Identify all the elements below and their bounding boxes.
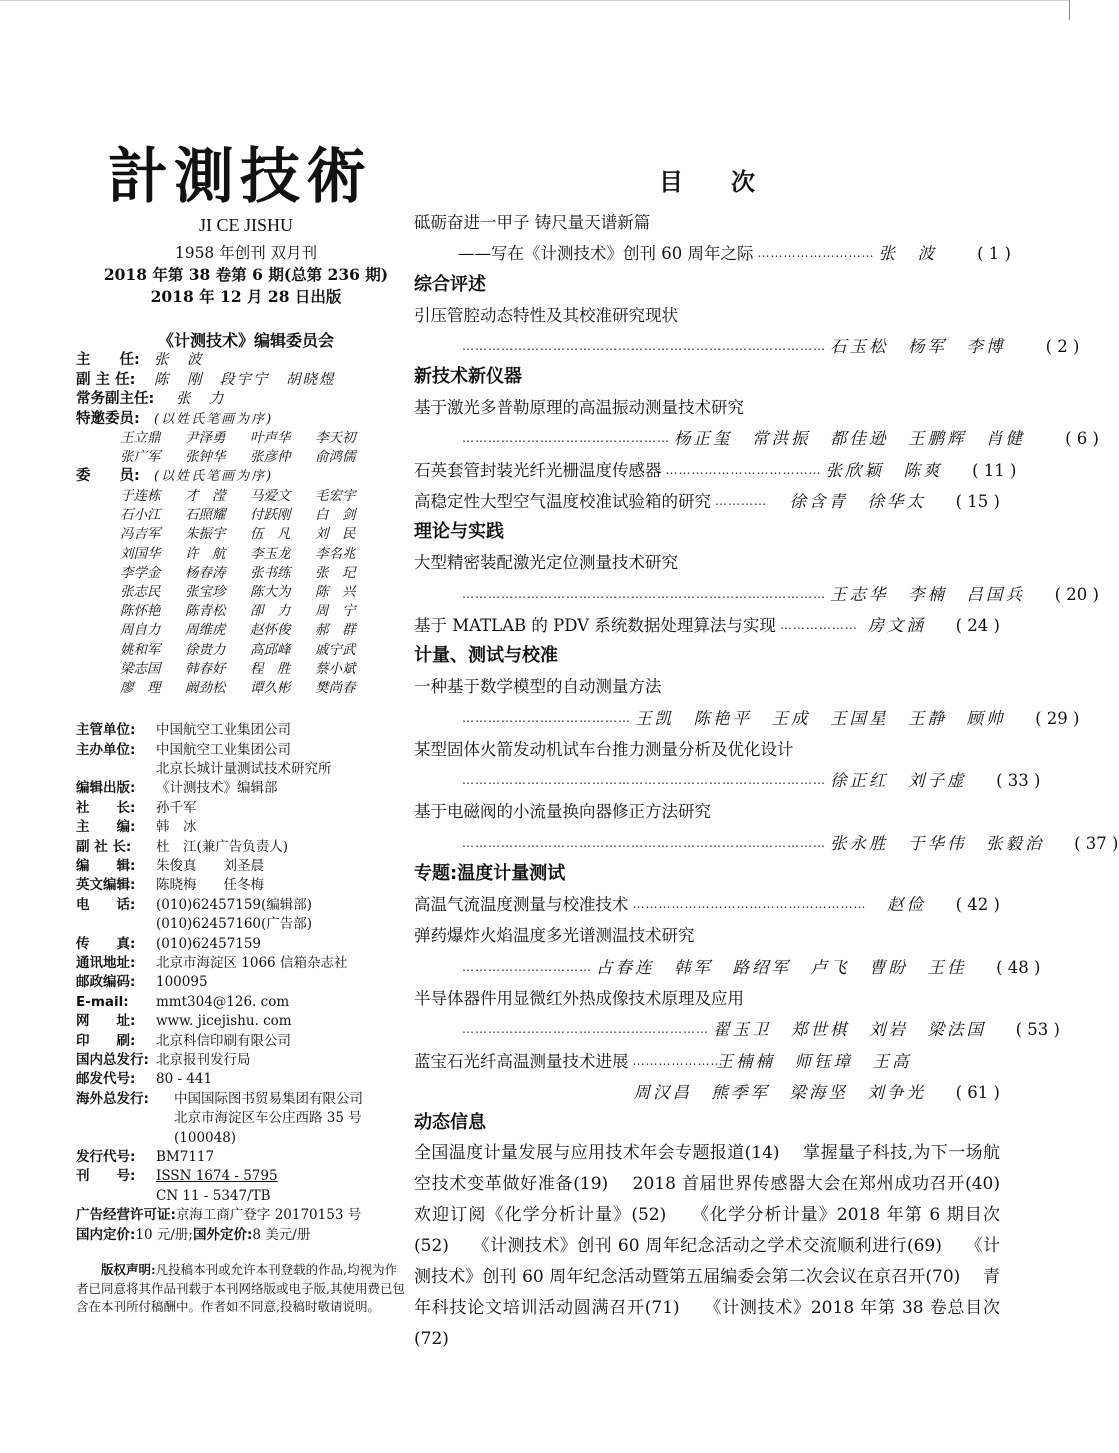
info-website[interactable]: 网 址: www. jicejishu. com bbox=[76, 1013, 292, 1030]
info-english-editors: 英文编辑: 陈晓梅 任冬梅 bbox=[76, 877, 264, 894]
copyright-notice: 版权声明:凡投稿本刊或允许本刊登载的作品,均视为作者已同意将其作品刊载于本刊网络版或电子版,其使用费已包含在本刊所付稿酬中。作者如不同意,投稿时敬请说明。 bbox=[76, 1262, 405, 1315]
info-overseas-dist: 海外总发行: 中国国际图书贸易集团有限公司 bbox=[76, 1090, 363, 1107]
info-sponsor: 主管单位: 中国航空工业集团公司 bbox=[76, 722, 291, 739]
toc-entry[interactable]: 高温气流温度测量与校准技术 ……………………………………………… 赵俭 ( 42 ) bbox=[414, 895, 1000, 915]
toc-entry[interactable]: 基于电磁阀的小流量换向器修正方法研究 bbox=[414, 802, 711, 822]
toc-title: 目次 bbox=[659, 168, 803, 196]
toc-entry-authors[interactable]: ………………………………………… 杨正玺 常洪振 都佳逊 王鹏辉 肖健 ( 6 ) bbox=[462, 429, 1099, 449]
board-exec: 常务副主任: 张 力 bbox=[76, 391, 226, 407]
journal-pinyin: JI CE JISHU bbox=[198, 215, 293, 235]
toc-section-heading: 理论与实践 bbox=[414, 521, 504, 543]
svg-text:計測技術: 計測技術 bbox=[108, 142, 372, 212]
info-overseas-3: (100048) bbox=[174, 1129, 237, 1146]
info-domestic-dist: 国内总发行: 北京报刊发行局 bbox=[76, 1052, 251, 1069]
toc-entry-authors[interactable]: ………………………………………………… 翟玉卫 郑世棋 刘岩 梁法国 ( 53 ) bbox=[462, 1020, 1060, 1040]
toc-entry[interactable]: 蓝宝石光纤高温测量技术进展 ………………… 王楠楠 师钰璋 王高 bbox=[414, 1051, 912, 1071]
toc-entry[interactable]: 高稳定性大型空气温度校准试验箱的研究 ………… 徐含青 徐华太 ( 15 ) bbox=[414, 492, 1000, 512]
info-cn: CN 11 - 5347/TB bbox=[156, 1187, 271, 1204]
info-editor-pub: 编辑出版: 《计测技术》编辑部 bbox=[76, 780, 278, 797]
toc-section-heading: 计量、测试与校准 bbox=[414, 645, 558, 667]
toc-entry[interactable]: 砥砺奋进一甲子 铸尺量天谱新篇 bbox=[414, 213, 651, 232]
info-telephone-2: (010)62457160(广告部) bbox=[156, 916, 313, 933]
toc-section-heading: 新技术新仪器 bbox=[414, 366, 522, 388]
toc-entry-authors[interactable]: ………………………………………………………………………… 徐正红 刘子虚 ( 33 ) bbox=[462, 771, 1041, 791]
info-president: 社 长: 孙千军 bbox=[76, 799, 197, 816]
info-dist-code: 发行代号: BM7117 bbox=[76, 1149, 215, 1166]
info-fax: 传 真: (010)62457159 bbox=[76, 935, 262, 952]
issue-line: 2018 年第 38 卷第 6 期(总第 236 期) bbox=[103, 265, 389, 284]
toc-entry-authors[interactable]: 周汉昌 熊季军 梁海坚 刘争光 ( 61 ) bbox=[633, 1082, 1000, 1102]
info-telephone: 电 话: (010)62457159(编辑部) bbox=[76, 896, 313, 913]
board-members: 委 员: (以姓氏笔画为序) bbox=[76, 468, 274, 485]
toc-entry[interactable]: 基于 MATLAB 的 PDV 系统数据处理算法与实现 ……………… 房文涵 ( 24 ) bbox=[414, 615, 1000, 635]
info-ad-license: 广告经营许可证:京海工商广登字 20170153 号 bbox=[76, 1207, 362, 1224]
board-invited: 特邀委员: (以姓氏笔画为序) bbox=[76, 410, 274, 427]
info-overseas-2: 北京市海淀区车公庄西路 35 号 bbox=[174, 1110, 362, 1127]
info-price: 国内定价:10 元/册;国外定价:8 美元/册 bbox=[76, 1226, 311, 1243]
corner-mark bbox=[1069, 0, 1070, 20]
info-issn: 刊 号: ISSN 1674 - 5795 bbox=[76, 1168, 278, 1185]
info-host: 主办单位: 中国航空工业集团公司 bbox=[76, 741, 291, 758]
board-title: 《计测技术》编辑委员会 bbox=[157, 331, 334, 350]
toc-entry[interactable]: 引压管腔动态特性及其校准研究现状 bbox=[414, 305, 678, 325]
toc-entry[interactable]: 一种基于数学模型的自动测量方法 bbox=[414, 677, 662, 697]
toc-entry-authors[interactable]: ………………………… 占春连 韩军 路绍军 卢飞 曹盼 王佳 ( 48 ) bbox=[462, 957, 1041, 977]
toc-column bbox=[414, 162, 1119, 1355]
info-email[interactable]: E-mail: mmt304@126. com bbox=[76, 993, 290, 1010]
info-zip: 邮政编码: 100095 bbox=[76, 974, 208, 991]
toc-entry-sub[interactable]: ——写在《计测技术》创刊 60 周年之际 ……………………… 张 波 ( 1 ) bbox=[458, 244, 1011, 264]
board-director: 主 任: 张 波 bbox=[76, 352, 204, 368]
info-chief-editor: 主 编: 韩 冰 bbox=[76, 819, 197, 836]
founded-line: 1958 年创刊 双月刊 bbox=[174, 244, 318, 262]
toc-section-heading: 专题:温度计量测试 bbox=[414, 863, 566, 885]
info-printer: 印 刷: 北京科信印刷有限公司 bbox=[76, 1032, 291, 1049]
info-address: 通讯地址: 北京市海淀区 1066 信箱杂志社 bbox=[76, 955, 348, 972]
publication-info bbox=[76, 721, 416, 1245]
info-vice-president: 副 社 长: 杜 江(兼广告负责人) bbox=[76, 838, 289, 855]
pub-date-line: 2018 年 12 月 28 日出版 bbox=[150, 287, 342, 306]
toc-entry-authors[interactable]: ………………………………… 王凯 陈艳平 王成 王国星 王静 顾帅 ( 29 ) bbox=[462, 708, 1080, 728]
toc-entry[interactable]: 某型固体火箭发动机试车台推力测量分析及优化设计 bbox=[414, 739, 794, 759]
toc-entry[interactable]: 弹药爆炸火焰温度多光谱测温技术研究 bbox=[414, 926, 695, 946]
toc-section-heading: 动态信息 bbox=[414, 1112, 486, 1134]
toc-entry[interactable]: 大型精密装配激光定位测量技术研究 bbox=[414, 553, 678, 573]
top-rule bbox=[0, 0, 1070, 1]
toc-entry-authors[interactable]: ………………………………………………………………………… 王志华 李楠 吕国兵 ( 20 ) bbox=[462, 584, 1099, 604]
toc-section-heading: 综合评述 bbox=[414, 273, 486, 295]
news-list: 全国温度计量发展与应用技术年会专题报道(14) 掌握量子科技,为下一场航空技术变革做好准备(19) 2018 首届世界传感器大会在郑州成功召开(40) 欢迎订阅《化学分析计量》(52) 《化学分析计量》2018 年第 6 期目次(52) 《计测技术》创刊 60 周年纪念活动之学术交流顺利进行(69) 《计测技术》创刊 60 周年纪念活动暨第五届编委会第二次会议在京召开(70) 青年科技论文培训活动圆满召开(71) 《计测技术》2018 年第 38 卷总目次(72) bbox=[414, 1143, 1023, 1350]
toc-entry[interactable]: 石英套管封装光纤光栅温度传感器 ……………………………… 张欣颖 陈爽 ( 11 ) bbox=[414, 460, 1017, 480]
toc-entry-authors[interactable]: ………………………………………………………………………… 石玉松 杨军 李博 ( 2 ) bbox=[462, 336, 1080, 356]
toc-entry[interactable]: 基于激光多普勒原理的高温振动测量技术研究 bbox=[414, 398, 744, 418]
board-vice: 副 主 任: 陈 刚 段宇宁 胡晓煜 bbox=[76, 371, 336, 388]
masthead-column bbox=[76, 142, 416, 1317]
info-post-code: 邮发代号: 80 - 441 bbox=[76, 1071, 213, 1088]
info-host-2: 北京长城计量测试技术研究所 bbox=[156, 760, 332, 777]
invited-names: 王立鼎 尹泽勇 叶声华 李天初 张广军 张钟华 张彦仲 俞鸿儒 bbox=[120, 430, 356, 466]
toc-entry-authors[interactable]: ………………………………………………………………………… 张永胜 于华伟 张毅治 ( 37 ) bbox=[462, 833, 1119, 853]
member-names: 于连栋 才 滢 马爱文 毛宏宇 石小江 石照耀 付跃刚 白 剑 冯吉军 朱振宇 伍 凡 刘 民 刘国华 许 航 李玉龙 李名兆 李学金 杨春涛 张书练 张 玘 张志民 张宝珍 陈大为 陈 兴 陈怀艳 陈青松 卲 力 周 宁 周自力 周维虎 赵怀俊 郝 群 姚和军 徐贵力 高邱峰 戚宁武 梁志国 韩春好 程 胜 蔡小斌 廖 理 阚劲松 谭久彬 樊尚春 bbox=[120, 487, 356, 696]
journal-logo bbox=[76, 142, 416, 212]
info-editors: 编 辑: 朱俊真 刘圣晨 bbox=[76, 857, 264, 874]
toc-entry[interactable]: 半导体器件用显微红外热成像技术原理及应用 bbox=[414, 988, 744, 1008]
